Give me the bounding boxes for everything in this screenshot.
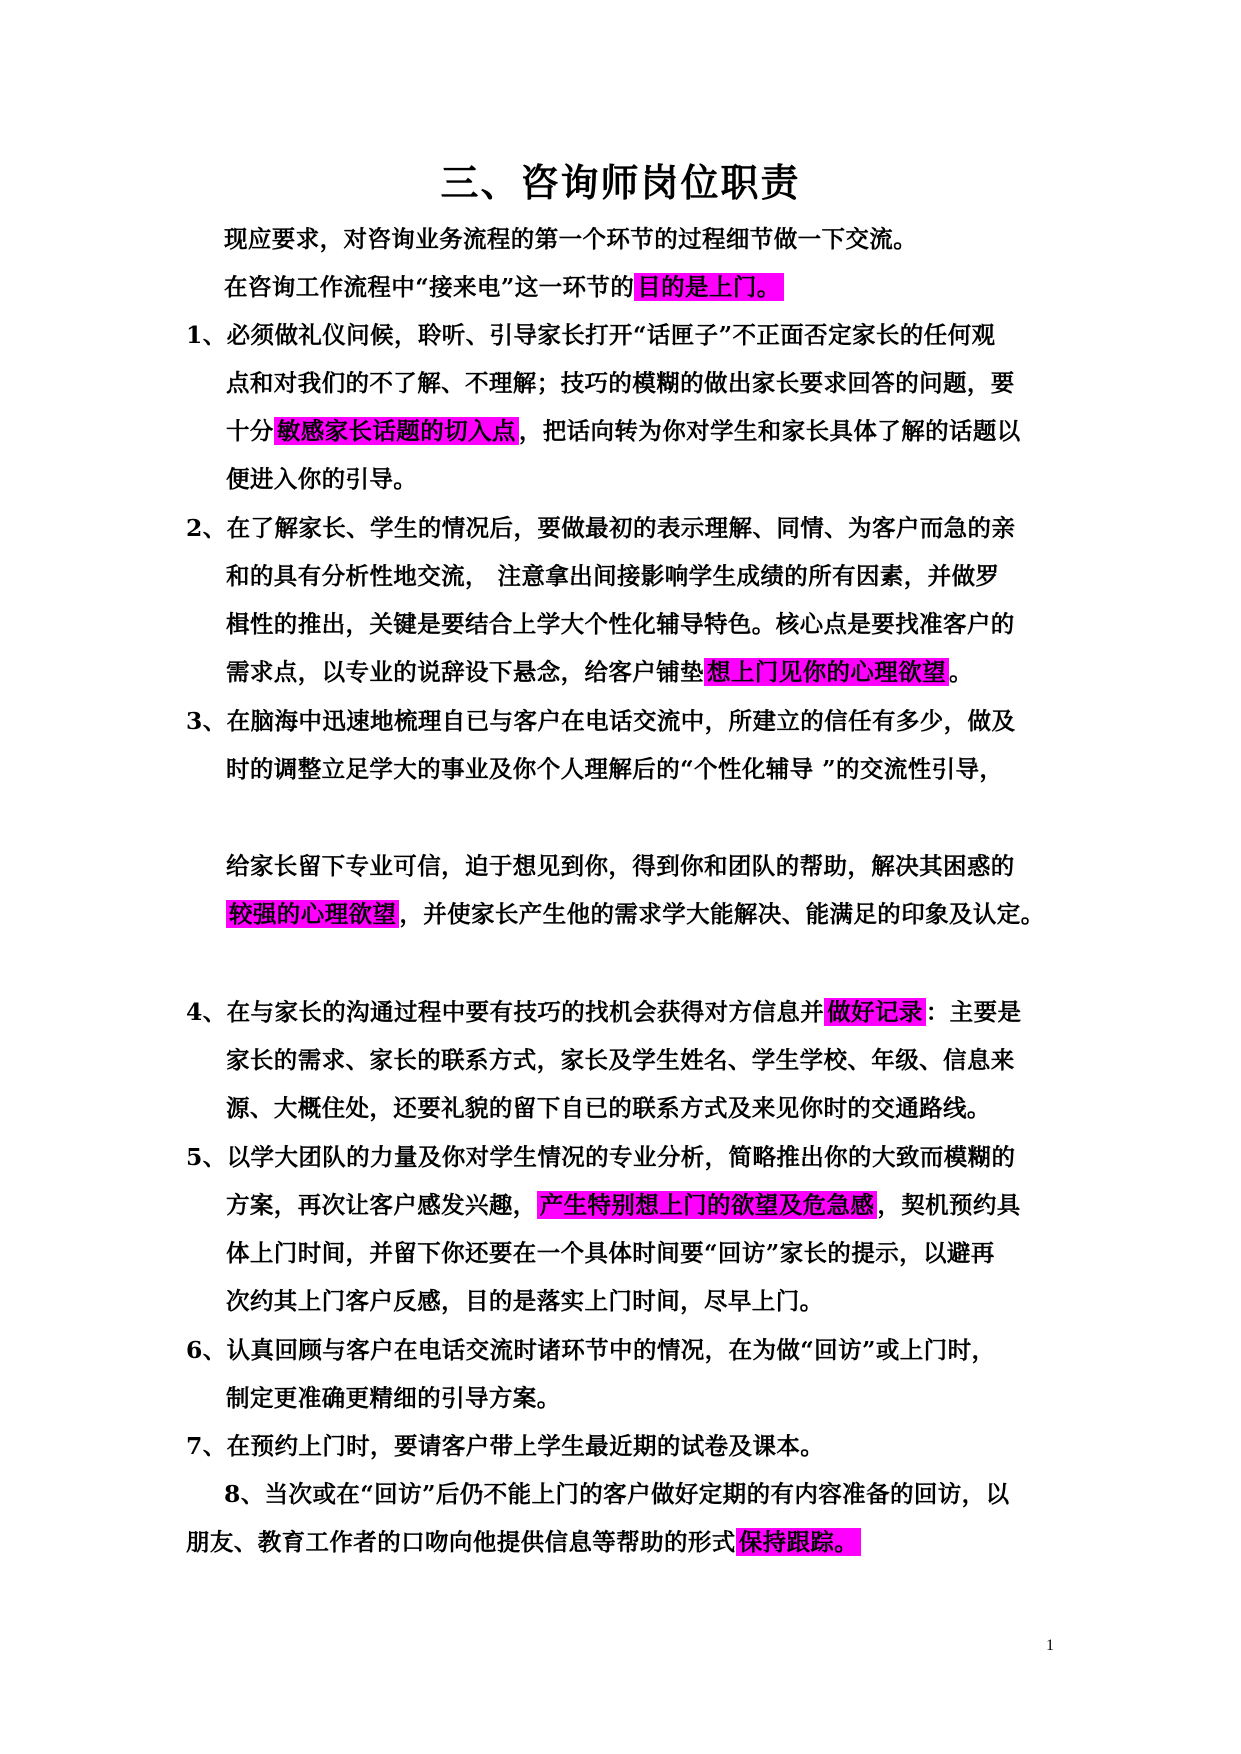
item-6-line-1: 6、认真回顾与客户在电话交流时诸环节中的情况，在为做“回访”或上门时， <box>186 1336 996 1364</box>
item-3-line-1: 3、在脑海中迅速地梳理自已与客户在电话交流中，所建立的信任有多少，做及 <box>186 707 1016 735</box>
item-4-line-3: 源、大概住处，还要礼貌的留下自已的联系方式及来见你时的交通路线。 <box>226 1094 991 1122</box>
item-8-line-1: 8、当次或在“回访”后仍不能上门的客户做好定期的有内容准备的回访，以 <box>224 1480 1010 1508</box>
page-title: 三、咨询师岗位职责 <box>440 161 801 205</box>
page-number: 1 <box>1046 1637 1054 1654</box>
item-7-line-1: 7、在预约上门时，要请客户带上学生最近期的试卷及课本。 <box>186 1432 825 1460</box>
text-span: 十分 <box>226 417 274 445</box>
highlight-urgency: 产生特别想上门的欲望及危急感 <box>537 1191 878 1219</box>
text-span: ，并使家长产生他的需求学大能解决、能满足的印象及认定。 <box>399 900 1045 928</box>
highlight-topic-entry: 敏感家长话题的切入点 <box>274 417 519 445</box>
text-span: ，契机预约具 <box>877 1191 1021 1219</box>
highlight-goal: 目的是上门。 <box>634 273 783 301</box>
item-8-line-2 <box>186 1525 861 1559</box>
item-1-line-2: 点和对我们的不了解、不理解；技巧的模糊的做出家长要求回答的问题，要 <box>226 369 1015 397</box>
text-span: 需求点，以专业的说辞设下悬念，给客户铺垫 <box>226 658 704 686</box>
text-span: ：主要是 <box>925 998 1022 1026</box>
highlight-strong-desire: 较强的心理欲望 <box>226 900 399 928</box>
item-2-line-1: 2、在了解家长、学生的情况后，要做最初的表示理解、同情、为客户而急的亲 <box>186 514 1016 542</box>
item-3-line-3: 给家长留下专业可信，迫于想见到你，得到你和团队的帮助，解决其困惑的 <box>226 852 1015 880</box>
item-5-line-4: 次约其上门客户反感，目的是落实上门时间，尽早上门。 <box>226 1287 824 1315</box>
item-1-line-4: 便进入你的引导。 <box>226 465 418 493</box>
text-span: 。 <box>949 658 973 686</box>
highlight-follow-up: 保持跟踪。 <box>736 1528 862 1556</box>
item-3-line-4 <box>226 897 1045 931</box>
text-span: 在咨询工作流程中“接来电”这一环节的 <box>224 273 635 301</box>
text-span: ，把话向转为你对学生和家长具体了解的话题以 <box>518 417 1021 445</box>
text-span: 方案，再次让客户感发兴趣， <box>226 1191 537 1219</box>
item-4-line-2: 家长的需求、家长的联系方式，家长及学生姓名、学生学校、年级、信息来 <box>226 1046 1015 1074</box>
text-span: 朋友、教育工作者的口吻向他提供信息等帮助的形式 <box>186 1528 736 1556</box>
item-2-line-4 <box>226 655 973 689</box>
item-4-line-1 <box>186 995 1021 1029</box>
intro-line-1: 现应要求，对咨询业务流程的第一个环节的过程细节做一下交流。 <box>224 225 918 253</box>
item-5-line-1: 5、以学大团队的力量及你对学生情况的专业分析，简略推出你的大致而模糊的 <box>186 1143 1016 1171</box>
item-1-line-3 <box>226 414 1021 448</box>
item-5-line-2 <box>226 1188 1021 1222</box>
item-3-line-2: 时的调整立足学大的事业及你个人理解后的“个性化辅导 ”的交流性引导， <box>226 755 1004 783</box>
item-2-line-2: 和的具有分析性地交流， 注意拿出间接影响学生成绩的所有因素，并做罗 <box>226 562 1000 590</box>
text-span: 4、在与家长的沟通过程中要有技巧的找机会获得对方信息并 <box>186 998 825 1026</box>
item-6-line-2: 制定更准确更精细的引导方案。 <box>226 1384 561 1412</box>
item-2-line-3: 楫性的推出，关键是要结合上学大个性化辅导特色。核心点是要找准客户的 <box>226 610 1015 638</box>
highlight-record: 做好记录 <box>824 998 926 1026</box>
item-1-line-1: 1、必须做礼仪问候，聆听、引导家长打开“话匣子”不正面否定家长的任何观 <box>186 321 996 349</box>
item-5-line-3: 体上门时间，并留下你还要在一个具体时间要“回访”家长的提示，以避再 <box>226 1239 995 1267</box>
highlight-visit-desire: 想上门见你的心理欲望 <box>704 658 949 686</box>
intro-line-2 <box>224 270 784 304</box>
